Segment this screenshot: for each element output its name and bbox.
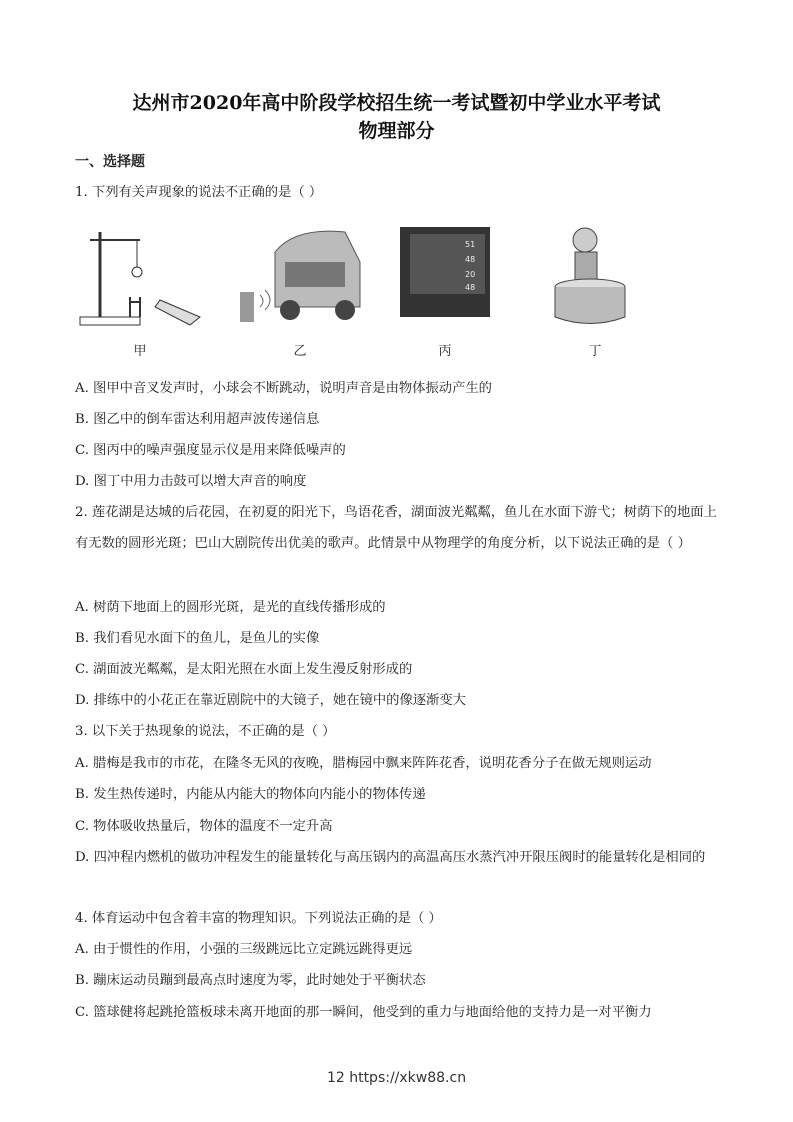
page-subtitle: 物理部分 <box>358 120 435 142</box>
figure-label-yi: 乙 <box>293 344 307 359</box>
figure-label-bing: 丙 <box>438 344 452 359</box>
q1-option-a: A. 图甲中音叉发声时，小球会不断跳动，说明声音是由物体振动产生的 <box>75 381 492 396</box>
question-3-stem: 3. 以下关于热现象的说法，不正确的是（ ） <box>75 724 336 739</box>
question-2-stem: 2. 莲花湖是达城的后花园，在初夏的阳光下，鸟语花香，湖面波光粼粼，鱼儿在水面下游弋；树荫下的地面上有无数的圆形光斑；巴山大剧院传出优美的歌声。此情景中从物理学的角度分析，以下说法正确的是（ ） <box>75 505 717 552</box>
question-1-stem: 1. 下列有关声现象的说法不正确的是（ ） <box>75 185 323 200</box>
q1-option-d: D. 图丁中用力击鼓可以增大声音的响度 <box>75 474 307 489</box>
q4-option-b: B. 蹦床运动员蹦到最高点时速度为零，此时她处于平衡状态 <box>75 973 426 988</box>
q2-option-c: C. 湖面波光粼粼，是太阳光照在水面上发生漫反射形成的 <box>75 662 413 677</box>
drum-figure <box>545 222 635 332</box>
q2-option-a: A. 树荫下地面上的圆形光斑，是光的直线传播形成的 <box>75 600 386 615</box>
q3-option-c: C. 物体吸收热量后，物体的温度不一定升高 <box>75 819 333 834</box>
q1-option-c: C. 图丙中的噪声强度显示仪是用来降低噪声的 <box>75 443 346 458</box>
q4-option-a: A. 由于惯性的作用，小强的三级跳远比立定跳远跳得更远 <box>75 942 413 957</box>
q3-option-d: D. 四冲程内燃机的做功冲程发生的能量转化与高压锅内的高温高压水蒸汽冲开限压阀时的能量转化是相同的 <box>75 850 706 865</box>
svg-text:20: 20 <box>465 270 476 279</box>
q2-option-d: D. 排练中的小花正在靠近剧院中的大镜子，她在镜中的像逐渐变大 <box>75 693 466 708</box>
car-reversing-radar-figure <box>235 222 365 332</box>
section-heading: 一、选择题 <box>75 154 145 170</box>
noise-meter-figure <box>395 222 495 322</box>
figure-label-jia: 甲 <box>133 344 147 359</box>
q1-option-b: B. 图乙中的倒车雷达利用超声波传递信息 <box>75 412 320 427</box>
question-1-figures <box>70 222 670 367</box>
q2-option-b: B. 我们看见水面下的鱼儿，是鱼儿的实像 <box>75 631 320 646</box>
svg-text:48: 48 <box>465 255 476 264</box>
page-title: 达州市2020年高中阶段学校招生统一考试暨初中学业水平考试 <box>132 92 661 114</box>
svg-text:51: 51 <box>465 240 476 249</box>
q3-option-a: A. 腊梅是我市的市花，在隆冬无风的夜晚，腊梅园中飘来阵阵花香，说明花香分子在做无规则运动 <box>75 756 652 771</box>
tuning-fork-figure <box>75 222 205 332</box>
q3-option-b: B. 发生热传递时，内能从内能大的物体向内能小的物体传递 <box>75 787 426 802</box>
q4-option-c: C. 篮球健将起跳抢篮板球未离开地面的那一瞬间，他受到的重力与地面给他的支持力是一对平衡力 <box>75 1005 652 1020</box>
question-4-stem: 4. 体育运动中包含着丰富的物理知识。下列说法正确的是（ ） <box>75 911 442 926</box>
figure-label-ding: 丁 <box>588 344 602 359</box>
page-footer: 12 https://xkw88.cn <box>326 1070 467 1086</box>
svg-text:48: 48 <box>465 283 476 292</box>
